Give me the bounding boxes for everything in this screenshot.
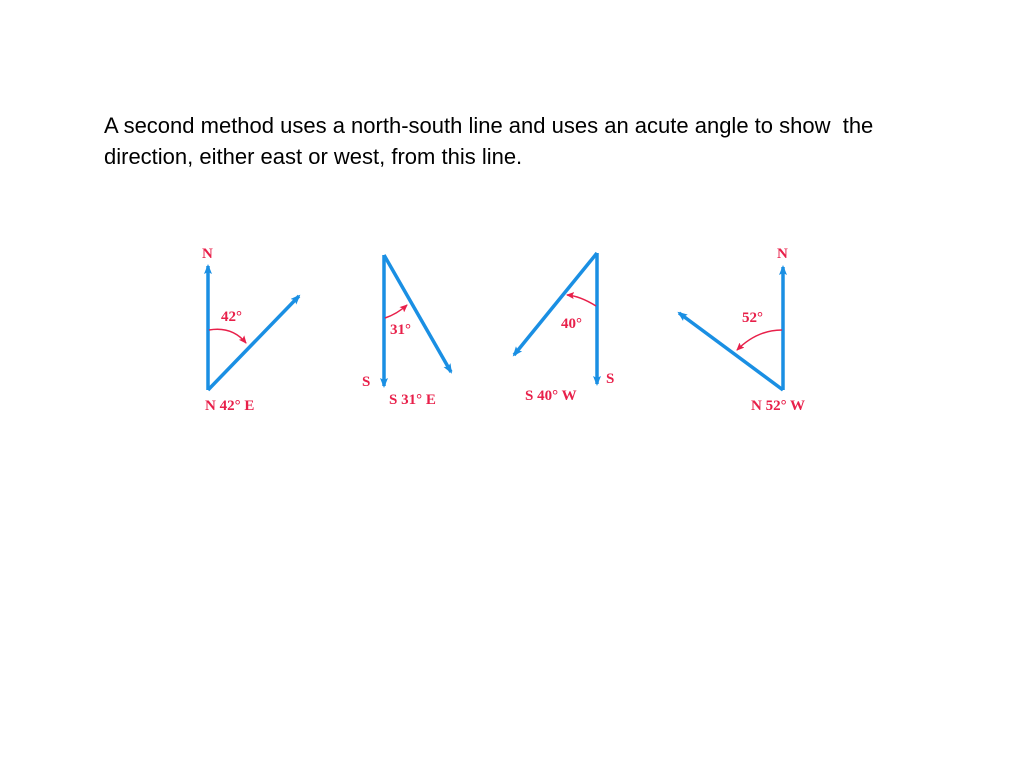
bearing-line	[514, 253, 597, 355]
angle-arc	[209, 329, 246, 343]
bearing-label: S 31° E	[389, 392, 436, 408]
angle-label: 42°	[221, 309, 242, 325]
bearing-label: S 40° W	[525, 388, 577, 404]
angle-label: 40°	[561, 316, 582, 332]
north-label: N	[202, 246, 213, 262]
angle-label: 31°	[390, 322, 411, 338]
south-label: S	[606, 371, 615, 387]
bearing-label: N 42° E	[205, 398, 255, 414]
bearing-diagram-1	[202, 246, 299, 414]
south-label: S	[362, 374, 371, 390]
angle-arc	[385, 305, 407, 318]
angle-arc	[737, 330, 782, 350]
bearing-line	[679, 313, 783, 390]
angle-arc	[567, 295, 596, 306]
bearing-label: N 52° W	[751, 398, 806, 414]
angle-label: 52°	[742, 310, 763, 326]
bearing-diagram-4	[679, 246, 805, 414]
north-label: N	[777, 246, 788, 262]
bearing-diagram-2	[362, 255, 451, 408]
bearing-diagram-3	[514, 253, 614, 404]
intro-text: A second method uses a north-south line and uses an acute angle to show the direction, either east or west, from this line.	[104, 113, 880, 169]
